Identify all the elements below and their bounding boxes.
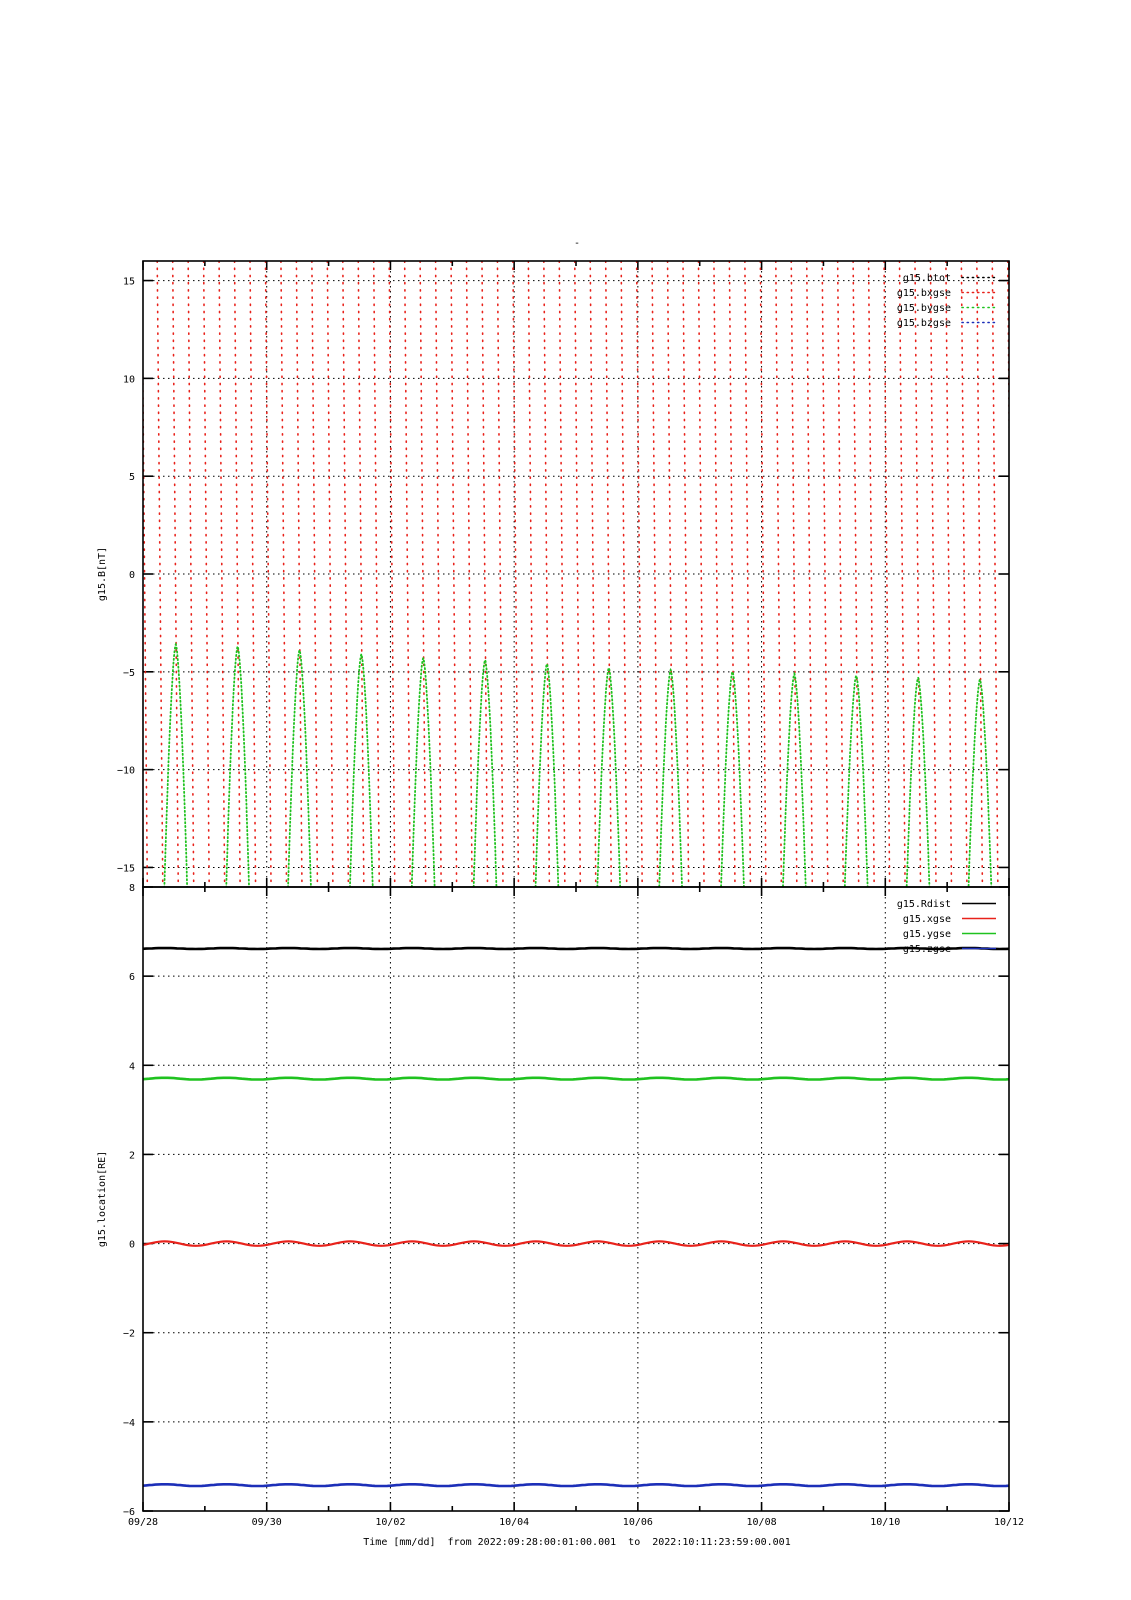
x-tick-label: 10/08 bbox=[746, 1517, 777, 1528]
x-tick-label: 10/06 bbox=[622, 1517, 653, 1528]
legend-label: g15.Rdist bbox=[896, 899, 951, 910]
magnetic-field-panel bbox=[97, 261, 1013, 899]
bygse-arch bbox=[659, 670, 683, 898]
legend-label: g15.btot bbox=[902, 273, 951, 284]
legend-label: g15.xgse bbox=[902, 914, 951, 925]
location-panel bbox=[97, 883, 1024, 1528]
y-tick-label: 6 bbox=[128, 972, 135, 984]
legend bbox=[897, 899, 996, 955]
series-zgse bbox=[143, 1484, 1009, 1486]
y-tick-label: 0 bbox=[128, 1239, 135, 1251]
plot-frame bbox=[143, 887, 1009, 1511]
y-tick-label: 2 bbox=[128, 1150, 135, 1162]
x-tick-label: 09/30 bbox=[251, 1517, 282, 1528]
bxgse-sweep bbox=[977, 261, 983, 887]
bxgse-sweep bbox=[915, 261, 921, 887]
bxgse-sweep bbox=[420, 261, 426, 887]
bygse-arch bbox=[350, 654, 374, 898]
figure-title: - bbox=[573, 238, 581, 249]
bygse-arch bbox=[226, 646, 250, 899]
bygse-arch bbox=[968, 680, 992, 898]
y-tick-label: 4 bbox=[128, 1061, 135, 1073]
legend-label: g15.bzgse bbox=[896, 318, 951, 329]
series-bxgse bbox=[142, 261, 1014, 887]
y-tick-label: −6 bbox=[122, 1507, 135, 1518]
x-tick-label: 10/12 bbox=[993, 1517, 1025, 1528]
y-axis-title: g15.location[RE] bbox=[97, 1150, 108, 1248]
x-tick-label: 09/28 bbox=[127, 1517, 159, 1528]
bygse-arch bbox=[288, 650, 312, 899]
bygse-arch bbox=[535, 664, 559, 898]
plot-area bbox=[143, 948, 1009, 1486]
bxgse-sweep bbox=[652, 261, 658, 887]
x-tick-label: 10/02 bbox=[375, 1517, 406, 1528]
y-tick-label: −4 bbox=[122, 1417, 135, 1429]
y-tick-label: −10 bbox=[116, 765, 135, 777]
legend bbox=[897, 273, 996, 329]
y-tick-label: 10 bbox=[122, 374, 135, 386]
y-axis-title: g15.B[nT] bbox=[97, 546, 108, 602]
legend-label: g15.bygse bbox=[896, 303, 951, 314]
bygse-arch bbox=[721, 672, 745, 898]
legend-label: g15.bxgse bbox=[896, 288, 951, 299]
bxgse-sweep bbox=[745, 261, 751, 887]
series-ygse bbox=[143, 1078, 1009, 1080]
bygse-arch bbox=[473, 660, 497, 898]
plot-area bbox=[142, 261, 1014, 899]
y-tick-label: 15 bbox=[122, 276, 135, 288]
time-axis-footer: Time [mm/dd] from 2022:09:28:00:01:00.001 to 2022:10:11:23:59:00.001 bbox=[363, 1537, 791, 1548]
bxgse-sweep bbox=[807, 261, 813, 887]
y-tick-label: 5 bbox=[128, 472, 135, 484]
y-tick-label: −15 bbox=[116, 863, 135, 875]
bygse-arch bbox=[783, 674, 807, 898]
series-rdist bbox=[143, 948, 1009, 949]
x-tick-label: 10/10 bbox=[870, 1517, 901, 1528]
bygse-arch bbox=[906, 678, 930, 898]
bygse-arch bbox=[164, 644, 188, 899]
y-tick-label: 0 bbox=[128, 570, 135, 581]
y-tick-label: −2 bbox=[122, 1328, 135, 1340]
series-bygse bbox=[164, 644, 992, 899]
x-tick-label: 10/04 bbox=[499, 1517, 530, 1528]
bygse-arch bbox=[845, 676, 869, 898]
bxgse-sweep bbox=[250, 261, 256, 887]
y-tick-label: 8 bbox=[128, 883, 135, 894]
legend-label: g15.zgse bbox=[902, 944, 951, 955]
bxgse-sweep bbox=[312, 261, 318, 887]
y-tick-label: −5 bbox=[122, 667, 135, 679]
bygse-arch bbox=[597, 668, 621, 898]
legend-label: g15.ygse bbox=[902, 929, 951, 940]
bxgse-sweep bbox=[482, 261, 488, 887]
